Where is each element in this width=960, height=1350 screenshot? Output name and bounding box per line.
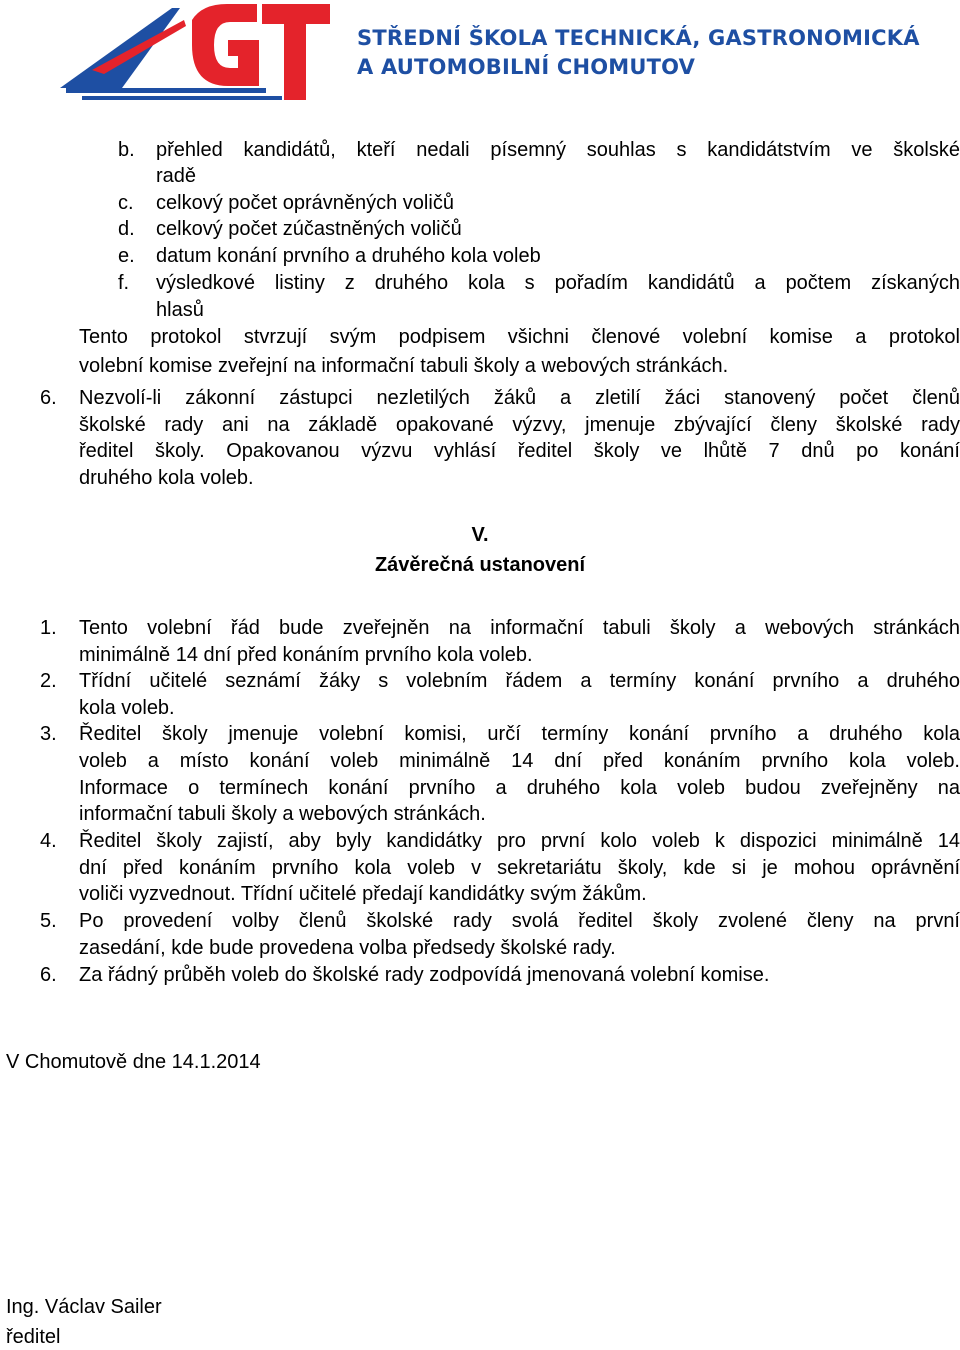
school-name-line1: STŘEDNÍ ŠKOLA TECHNICKÁ, GASTRONOMICKÁ xyxy=(357,26,920,50)
list-item-line: hlasů xyxy=(156,299,204,321)
list-marker: 3. xyxy=(40,723,57,745)
list-marker: e. xyxy=(118,245,135,267)
list-item-line: výsledkové listiny z druhého kola s pořadím kandidátů a počtem získaných xyxy=(156,272,960,294)
paragraph-line: volební komise zveřejní na informační tabuli školy a webových stránkách. xyxy=(79,355,729,377)
list-item-line: kola voleb. xyxy=(79,697,175,719)
school-name xyxy=(357,24,920,82)
paragraph-line: Tento protokol stvrzují svým podpisem všichni členové volební komise a protokol xyxy=(79,326,960,348)
list-item-line: voleb a místo konání voleb minimálně 14 dní před konáním prvního kola voleb. xyxy=(79,750,960,772)
list-marker: 6. xyxy=(40,387,57,409)
list-marker: d. xyxy=(118,218,135,240)
list-item-line: voliči vyzvednout. Třídní učitelé předají kandidátky svým žákům. xyxy=(79,883,647,905)
list-item-line: Nezvolí-li zákonní zástupci nezletilých žáků a zletilí žáci stanovený počet členů xyxy=(79,387,960,409)
school-logo xyxy=(52,0,332,104)
school-name-line2: A AUTOMOBILNÍ CHOMUTOV xyxy=(357,55,696,79)
section-title: Závěrečná ustanovení xyxy=(374,554,586,576)
list-item-line: Ředitel školy jmenuje volební komisi, určí termíny konání prvního a druhého kola xyxy=(79,723,960,745)
list-item-line: zasedání, kde bude provedena volba předsedy školské rady. xyxy=(79,937,616,959)
list-item-line: minimálně 14 dní před konáním prvního kola voleb. xyxy=(79,644,533,666)
list-item-line: celkový počet zúčastněných voličů xyxy=(156,218,462,240)
list-marker: 5. xyxy=(40,910,57,932)
list-item-line: Tento volební řád bude zveřejněn na informační tabuli školy a webových stránkách xyxy=(79,617,960,639)
list-item-line: přehled kandidátů, kteří nedali písemný souhlas s kandidátstvím ve školské xyxy=(156,139,960,161)
list-item-line: Za řádný průběh voleb do školské rady zodpovídá jmenovaná volební komise. xyxy=(79,964,770,986)
signature-role: ředitel xyxy=(6,1326,61,1348)
signature-name: Ing. Václav Sailer xyxy=(6,1296,162,1318)
list-marker: 1. xyxy=(40,617,57,639)
letterhead xyxy=(0,0,960,110)
list-item-line: Informace o termínech konání prvního a druhého kola voleb budou zveřejněny na xyxy=(79,777,960,799)
list-item-line: ředitel školy. Opakovanou výzvu vyhlásí ředitel školy ve lhůtě 7 dnů po konání xyxy=(79,440,960,462)
section-number: V. xyxy=(471,524,489,546)
list-item-line: Po provedení volby členů školské rady svolá ředitel školy zvolené členy na první xyxy=(79,910,960,932)
list-marker: f. xyxy=(118,272,130,294)
list-item-line: druhého kola voleb. xyxy=(79,467,254,489)
list-item-line: radě xyxy=(156,165,197,187)
list-marker: 6. xyxy=(40,964,57,986)
list-item-line: dní před konáním prvního kola voleb v sekretariátu školy, kde si je mohou oprávnění xyxy=(79,857,960,879)
list-marker: 4. xyxy=(40,830,57,852)
list-marker: c. xyxy=(118,192,134,214)
list-item-line: Třídní učitelé seznámí žáky s volebním řádem a termíny konání prvního a druhého xyxy=(79,670,960,692)
list-item-line: celkový počet oprávněných voličů xyxy=(156,192,454,214)
list-item-line: Ředitel školy zajistí, aby byly kandidátky pro první kolo voleb k dispozici minimálně 14 xyxy=(79,830,960,852)
list-item-line: datum konání prvního a druhého kola voleb xyxy=(156,245,541,267)
list-marker: b. xyxy=(118,139,135,161)
list-marker: 2. xyxy=(40,670,57,692)
list-item-line: školské rady ani na základě opakované výzvy, jmenuje zbývající členy školské rady xyxy=(79,414,960,436)
place-date: V Chomutově dne 14.1.2014 xyxy=(6,1051,261,1073)
list-item-line: informační tabuli školy a webových stránkách. xyxy=(79,803,486,825)
